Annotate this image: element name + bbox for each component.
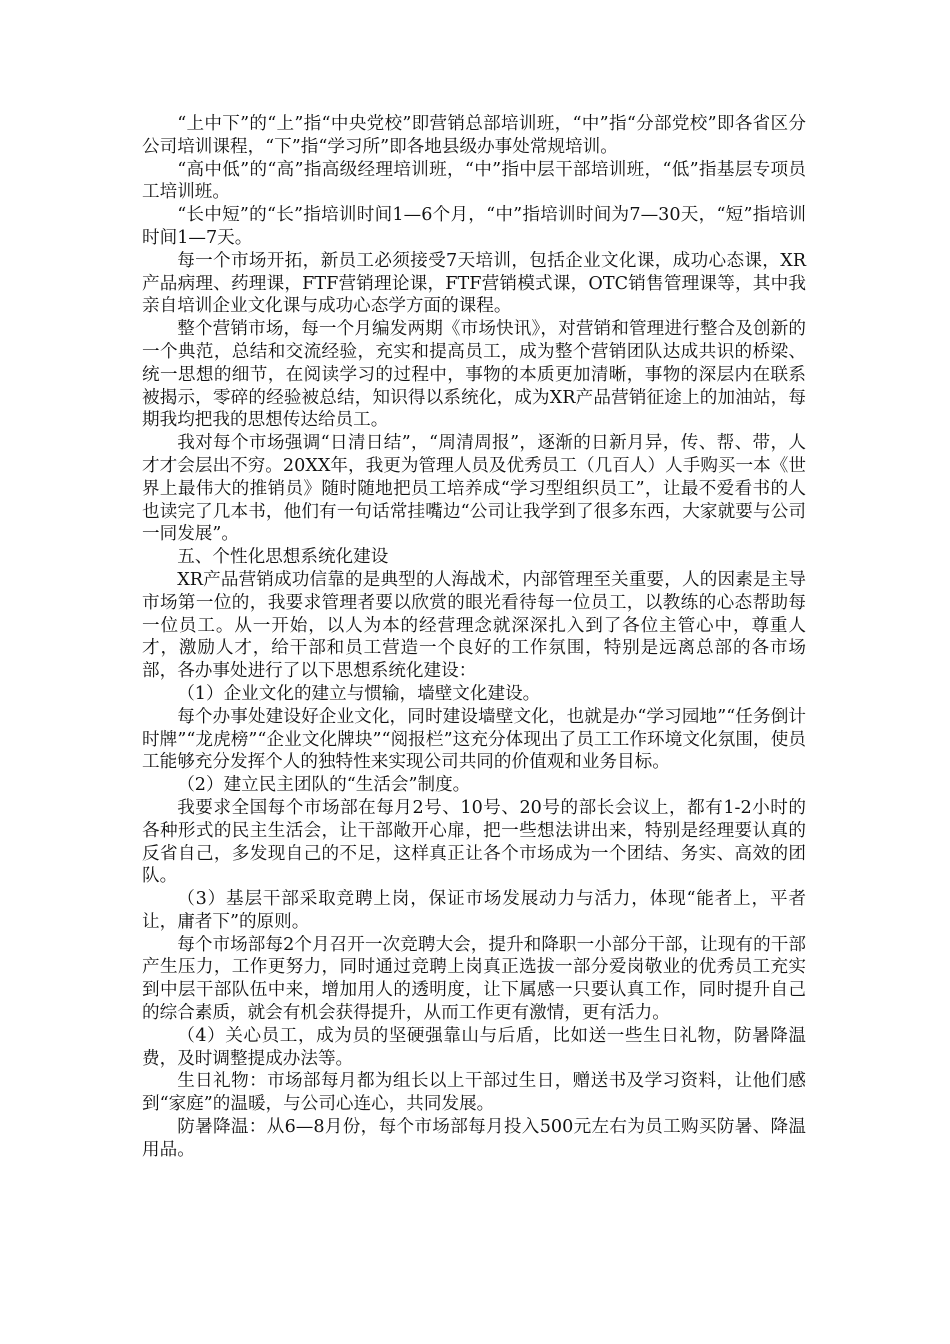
paragraph-training-duration: “长中短”的“长”指培训时间1—6个月，“中”指培训时间为7—30天，“短”指培训时间1—7天。: [142, 205, 806, 248]
item-heading-4: （4）关心员工，成为员的坚硬强靠山与后盾，比如送一些生日礼物，防暑降温费，及时调整提成办法等。: [142, 1025, 806, 1069]
document-body: [142, 113, 806, 1162]
paragraph-training-levels: “上中下”的“上”指“中央党校”即营销总部培训班，“中”指“分部党校”即各省区分公司培训课程，“下”指“学习所”即各地县级办事处常规培训。: [142, 114, 806, 157]
paragraph-birthday-gifts: 生日礼物：市场部每月都为组长以上干部过生日，赠送书及学习资料，让他们感到“家庭”的温暖，与公司心连心，共同发展。: [142, 1071, 806, 1115]
paragraph-market-newsletter: 整个营销市场，每一个月编发两期《市场快讯》，对营销和管理进行整合及创新的一个典范，总结和交流经验，充实和提高员工，成为整个营销团队达成共识的桥梁、统一思想的细节，在阅读学习的过程中，事物的本质更加清晰，事物的深层内在联系被揭示，零碎的经验被总结，知识得以系统化，成为XR产品营销征途上的加油站，每期我均把我的思想传达给员工。: [142, 319, 806, 431]
paragraph-manager-levels: “高中低”的“高”指高级经理培训班，“中”指中层干部培训班，“低”指基层专项员工培训班。: [142, 159, 806, 203]
paragraph-democratic-meeting: 我要求全国每个市场部在每月2号、10号、20号的部长会议上，都有1-2小时的各种形式的民主生活会，让干部敞开心扉，把一些想法讲出来，特别是经理要认真的反省自己，多发现自己的不足，这样真正让各个市场成为一个团结、务实、高效的团队。: [142, 797, 806, 887]
item-heading-1: （1）企业文化的建立与惯输，墙壁文化建设。: [177, 683, 541, 704]
paragraph-new-staff-training: 每一个市场开拓，新员工必须接受7天培训，包括企业文化课，成功心态课，XR产品病理、药理课，FTF营销理论课，FTF营销模式课，OTC销售管理课等，其中我亲自培训企业文化课与成功心态学方面的课程。: [142, 250, 806, 317]
paragraph-summer-allowance: 防暑降温：从6—8月份，每个市场部每月投入500元左右为员工购买防暑、降温用品。: [142, 1117, 806, 1160]
paragraph-wall-culture: 每个办事处建设好企业文化，同时建设墙壁文化，也就是办“学习园地”“任务倒计时牌”“龙虎榜”“企业文化牌块”“阅报栏”这充分体现出了员工工作环境文化氛围，使员工能够充分发挥个人的独特性来实现公司共同的价值观和业务目标。: [142, 706, 806, 773]
paragraph-daily-review: 我对每个市场强调“日清日结”，“周清周报”，逐渐的日新月异，传、帮、带，人才才会层出不穷。20XX年，我更为管理人员及优秀员工（几百人）人手购买一本《世界上最伟大的推销员》随时随地把员工培养成“学习型组织员工”，让最不爱看书的人也读完了几本书，他们有一句话常挂嘴边“公司让我学到了很多东西，大家就要与公司一同发展”。: [142, 433, 806, 545]
item-heading-3: （3）基层干部采取竞聘上岗，保证市场发展动力与活力，体现“能者上，平者让，庸者下”的原则。: [142, 889, 806, 932]
paragraph-competitive-promotion: 每个市场部每2个月召开一次竞聘大会，提升和降职一小部分干部，让现有的干部产生压力，工作更努力，同时通过竞聘上岗真正选拔一部分爱岗敬业的优秀员工充实到中层干部队伍中来，增加用人的透明度，让下属感一只要认真工作，同时提升自己的综合素质，就会有机会获得提升，从而工作更有激情，更有活力。: [142, 934, 806, 1024]
section-heading: 五、个性化思想系统化建设: [177, 547, 389, 568]
item-heading-2: （2）建立民主团队的“生活会”制度。: [177, 775, 471, 796]
paragraph-management-philosophy: XR产品营销成功信靠的是典型的人海战术，内部管理至关重要，人的因素是主导市场第一位的，我要求管理者要以欣赏的眼光看待每一位员工，以教练的心态帮助每一位员工。从一开始，以人为本的经营理念就深深扎入到了各位主管心中，尊重人才，激励人才，给干部和员工营造一个良好的工作氛围，特别是远离总部的各市场部，各办事处进行了以下思想系统化建设：: [142, 569, 806, 682]
